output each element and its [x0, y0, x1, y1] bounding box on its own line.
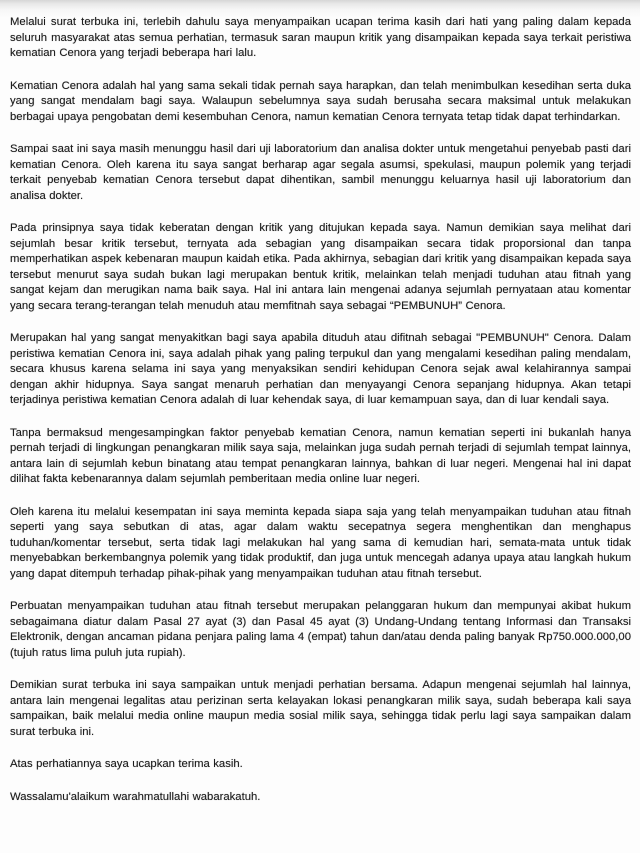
- paragraph-salutation: Wassalamu'alaikum warahmatullahi wabarakatuh.: [10, 790, 261, 803]
- paragraph-other-cases: Tanpa bermaksud mengesampingkan faktor penyebab kematian Cenora, namun kematian seperti ini bukanlah hanya pernah terjadi di lingkungan penangkaran milik saya saja, melainkan juga sudah pernah terjadi di sejumlah tempat lainnya, antara lain di sejumlah kebun binatang atau tempat penangkaran lainnya, bahkan di luar negeri. Mengenai hal ini dapat dilihat fakta kebenarannya dalam sejumlah pemberitaan media online luar negeri.: [10, 426, 631, 485]
- paragraph-lab-results: Sampai saat ini saya masih menunggu hasil dari uji laboratorium dan analisa dokter untuk mengetahui penyebab pasti dari kematian Cenora. Oleh karena itu saya sangat berharap agar segala asumsi, spekulasi, maupun polemik yang terjadi terkait penyebab kematian Cenora tersebut dapat dihentikan, sambil menunggu keluarnya hasil uji laboratorium dan analisa dokter.: [10, 143, 631, 202]
- letter-body: [10, 15, 631, 805]
- paragraph-request-removal: Oleh karena itu melalui kesempatan ini saya meminta kepada siapa saja yang telah menyampaikan tuduhan atau fitnah seperti yang saya sebutkan di atas, agar dalam waktu secepatnya segera menghentikan dan menghapus tuduhan/komentar tersebut, serta tidak lagi melakukan hal yang sama di kemudian hari, semata-mata untuk tidak menyebabkan berkembangnya polemik yang tidak produktif, dan juga untuk mencegah adanya upaya atau langkah hukum yang dapat ditempuh terhadap pihak-pihak yang menyampaikan tuduhan atau fitnah tersebut.: [10, 505, 631, 580]
- paragraph-thank-you: Atas perhatiannya saya ucapkan terima kasih.: [10, 758, 243, 770]
- paragraph-legal-consequence: Perbuatan menyampaikan tuduhan atau fitnah tersebut merupakan pelanggaran hukum dan mempunyai akibat hukum sebagaimana diatur dalam Pasal 27 ayat (3) dan Pasal 45 ayat (3) Undang-Undang tentang Informasi dan Transaksi Elektronik, dengan ancaman pidana penjara paling lama 4 (empat) tahun dan/atau denda paling banyak Rp750.000.000,00 (tujuh ratus lima puluh juta rupiah).: [10, 600, 631, 659]
- paragraph-criticism: Pada prinsipnya saya tidak keberatan dengan kritik yang ditujukan kepada saya. Namun demikian saya melihat dari sejumlah besar kritik tersebut, ternyata ada sebagian yang disampaikan secara tidak proporsional dan tanpa memperhatikan aspek kebenaran maupun kaidah etika. Pada akhirnya, sebagian dari kritik yang disampaikan kepada saya tersebut menurut saya sudah bukan lagi merupakan bentuk kritik, melainkan telah menjadi tuduhan atau fitnah yang sangat kejam dan merugikan nama baik saya. Hal ini antara lain mengenai adanya sejumlah pernyataan atau komentar yang secara terang-terangan telah menuduh atau memfitnah saya sebagai “PEMBUNUH” Cenora.: [10, 222, 631, 312]
- paragraph-grief: Kematian Cenora adalah hal yang sama sekali tidak pernah saya harapkan, dan telah menimbulkan kesedihan serta duka yang sangat mendalam bagi saya. Walaupun sebelumnya saya sudah berusaha secara maksimal untuk melakukan berbagai upaya pengobatan demi kesembuhan Cenora, namun kematian Cenora ternyata tetap tidak dapat terhindarkan.: [10, 79, 631, 123]
- paragraph-closing-statement: Demikian surat terbuka ini saya sampaikan untuk menjadi perhatian bersama. Adapun mengenai sejumlah hal lainnya, antara lain mengenai legalitas atau perizinan serta kelayakan lokasi penangkaran milik saya, sudah beberapa kali saya sampaikan, baik melalui media online maupun media sosial milik saya, sehingga tidak perlu lagi saya sampaikan dalam surat terbuka ini.: [10, 679, 631, 738]
- paragraph-thanks: Melalui surat terbuka ini, terlebih dahulu saya menyampaikan ucapan terima kasih dari hati yang paling dalam kepada seluruh masyarakat atas semua perhatian, termasuk saran maupun kritik yang disampaikan kepada saya terkait peristiwa kematian Cenora yang terjadi beberapa hari lalu.: [10, 16, 631, 59]
- paragraph-accusation: Merupakan hal yang sangat menyakitkan bagi saya apabila dituduh atau difitnah sebagai "PEMBUNUH" Cenora. Dalam peristiwa kematian Cenora ini, saya adalah pihak yang paling terpukul dan yang mengalami kesedihan paling mendalam, secara khusus karena selama ini saya yang menyaksikan sendiri kehidupan Cenora sejak awal kelahirannya sampai dengan akhir hidupnya. Saya sangat menaruh perhatian dan menyayangi Cenora sepanjang hidupnya. Akan tetapi terjadinya peristiwa kematian Cenora adalah di luar kehendak saya, di luar kemampuan saya, dan di luar kendali saya.: [10, 332, 631, 406]
